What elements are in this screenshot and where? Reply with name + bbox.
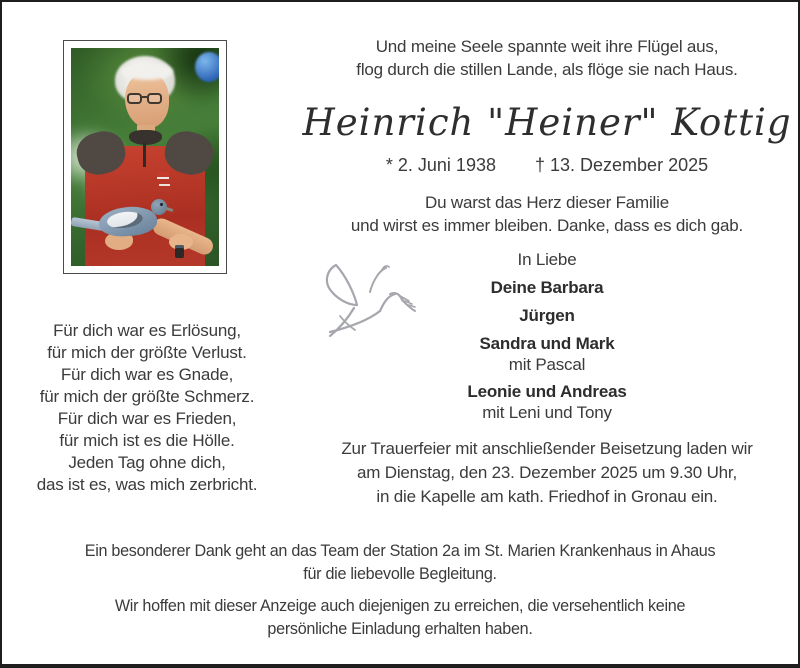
funeral-line-1: Zur Trauerfeier mit anschließender Beisetzung laden wir — [341, 439, 753, 458]
poem-line-2: für mich der größte Verlust. — [47, 343, 247, 362]
opening-verse-line-1: Und meine Seele spannte weit ihre Flügel aus, — [375, 37, 719, 56]
invitation-note-line-1: Wir hoffen mit dieser Anzeige auch diejenigen zu erreichen, die versehentlich keine — [114, 596, 686, 615]
acknowledgement-text — [2, 539, 798, 585]
mourner-name: Deine Barbara — [490, 278, 604, 297]
photo-blue-balloon — [195, 52, 219, 82]
photo-glasses-left-lens — [127, 93, 142, 104]
mourner-name: Leonie und Andreas — [467, 382, 627, 401]
funeral-line-2: am Dienstag, den 23. Dezember 2025 um 9.30 Uhr, — [357, 463, 737, 482]
opening-verse-line-2: flog durch die stillen Lande, als flöge sie nach Haus. — [356, 60, 738, 79]
invitation-note-line-2: persönliche Einladung erhalten haben. — [267, 619, 533, 638]
mourner-name: Jürgen — [519, 306, 575, 325]
mourner-name: mit Leni und Tony — [482, 403, 612, 422]
funeral-details — [297, 437, 797, 509]
acknowledgement-line-1: Ein besonderer Dank geht an das Team der Station 2a im St. Marien Krankenhaus in Ahaus — [84, 541, 716, 560]
deceased-name: Heinrich "Heiner" Kottig — [302, 101, 792, 144]
memorial-poem — [12, 320, 282, 496]
mourners-intro: In Liebe — [517, 250, 577, 269]
poem-line-4: für mich der größte Schmerz. — [39, 387, 255, 406]
photo-glasses-right-lens — [147, 93, 162, 104]
photo-wristwatch — [175, 245, 184, 258]
portrait-photo-frame — [63, 40, 227, 274]
acknowledgement-line-2: für die liebevolle Begleitung. — [303, 564, 497, 583]
mourners-list — [297, 276, 797, 423]
photo-hair-fringe — [121, 63, 173, 80]
poem-line-5: Für dich war es Frieden, — [57, 409, 237, 428]
photo-shirt-logo — [157, 172, 169, 179]
poem-line-8: das ist es, was mich zerbricht. — [36, 475, 258, 494]
poem-line-3: Für dich war es Gnade, — [60, 365, 234, 384]
tribute-text — [297, 191, 797, 237]
photo-shirt-zipper — [143, 143, 146, 167]
funeral-line-3: in die Kapelle am kath. Friedhof in Gronau ein. — [376, 487, 718, 506]
mourner-name: Sandra und Mark — [479, 334, 615, 353]
photo-pigeon-eye — [160, 203, 163, 206]
mourner-name: mit Pascal — [508, 355, 586, 374]
tribute-line-2: und wirst es immer bleiben. Danke, dass es dich gab. — [350, 216, 744, 235]
death-date: † 13. Dezember 2025 — [535, 155, 709, 175]
portrait-photo — [71, 48, 219, 266]
tribute-line-1: Du warst das Herz dieser Familie — [425, 193, 669, 212]
photo-pigeon-head — [151, 199, 167, 215]
main-column — [297, 35, 797, 509]
invitation-note — [2, 594, 798, 640]
poem-line-1: Für dich war es Erlösung, — [53, 321, 241, 340]
poem-line-6: für mich ist es die Hölle. — [59, 431, 235, 450]
photo-shirt-logo — [159, 184, 170, 192]
photo-glasses-bridge — [142, 96, 147, 98]
poem-line-7: Jeden Tag ohne dich, — [68, 453, 226, 472]
birth-date: * 2. Juni 1938 — [385, 155, 496, 175]
life-dates — [297, 153, 797, 177]
